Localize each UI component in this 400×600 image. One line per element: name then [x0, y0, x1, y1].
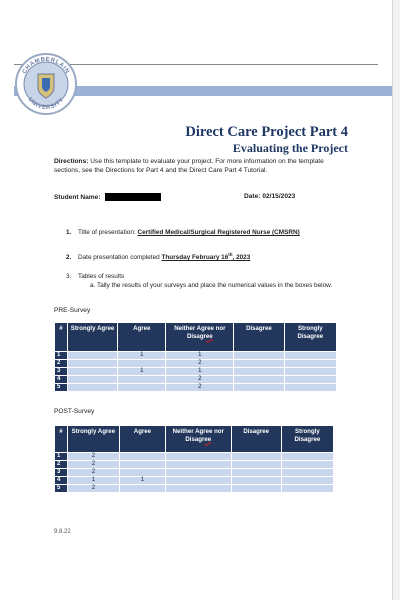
- table-row: [55, 461, 334, 469]
- table-row: [55, 360, 337, 368]
- row-number: 3: [55, 469, 68, 477]
- cell-neither: [165, 477, 231, 485]
- cell-strongly-disagree: [284, 368, 336, 376]
- row-number: 1: [55, 352, 68, 360]
- cell-strongly-disagree: [281, 461, 333, 469]
- student-name-label: Student Name:: [54, 194, 101, 201]
- completion-date-year: , 2023: [232, 254, 251, 262]
- row-number: 1: [55, 453, 68, 461]
- document-subtitle: Evaluating the Project: [232, 141, 348, 155]
- table-row: [55, 477, 334, 485]
- cell-strongly-disagree: [281, 453, 333, 461]
- table-row: [55, 352, 337, 360]
- svg-text:CHAMBERLAIN: CHAMBERLAIN: [21, 56, 71, 76]
- cell-neither: [165, 461, 231, 469]
- row-number: 3: [55, 368, 68, 376]
- col-header-agree: Agree: [118, 323, 166, 352]
- svg-text:UNIVERSITY: UNIVERSITY: [26, 96, 66, 112]
- row-number: 5: [55, 485, 68, 493]
- item-tables-of-results: [66, 273, 124, 281]
- cell-strongly-agree: [67, 376, 117, 384]
- cell-disagree: [231, 469, 281, 477]
- post-survey-table: [54, 425, 334, 493]
- item-label: Tables of results: [78, 273, 125, 280]
- cell-strongly-disagree: [284, 360, 336, 368]
- cell-strongly-agree: 2: [67, 485, 119, 493]
- completion-date-main: Thursday February 16: [161, 254, 229, 262]
- pre-survey-table: [54, 322, 337, 392]
- cell-disagree: [234, 376, 284, 384]
- table-row: [55, 469, 334, 477]
- row-number: 4: [55, 376, 68, 384]
- table-row: [55, 384, 337, 392]
- cell-neither: [165, 469, 231, 477]
- university-seal-icon: [14, 52, 78, 116]
- sub-item-tally: [90, 282, 340, 290]
- row-number: 5: [55, 384, 68, 392]
- cell-agree: 1: [119, 477, 165, 485]
- cell-agree: [119, 461, 165, 469]
- cell-agree: 1: [118, 368, 166, 376]
- cell-neither: [165, 453, 231, 461]
- item-number: 1.: [66, 229, 72, 236]
- col-header-disagree: Disagree: [231, 426, 281, 453]
- cell-strongly-disagree: [284, 376, 336, 384]
- cell-disagree: [234, 384, 284, 392]
- cell-strongly-disagree: [281, 469, 333, 477]
- cell-strongly-disagree: [284, 352, 336, 360]
- page-edge: [392, 0, 400, 600]
- col-header-number: #: [55, 323, 68, 352]
- cell-neither: 1: [166, 368, 234, 376]
- col-header-neither: [166, 323, 234, 352]
- neither-label-tail: ee: [204, 435, 212, 443]
- table-row: [55, 453, 334, 461]
- item-number: 2.: [66, 254, 72, 262]
- directions-label: Directions:: [54, 158, 89, 165]
- cell-strongly-disagree: [281, 477, 333, 485]
- completion-date-value: [161, 254, 250, 261]
- col-header-strongly-agree: Strongly Agree: [67, 323, 117, 352]
- neither-label: Neither Agree nor Disagr: [172, 428, 224, 443]
- cell-strongly-agree: [67, 352, 117, 360]
- item-title-of-presentation: [66, 229, 300, 237]
- item-label: Title of presentation:: [78, 229, 138, 236]
- table-row: [55, 485, 334, 493]
- table-header-row: [55, 426, 334, 453]
- item-date-completed: [66, 251, 250, 262]
- cell-neither: [165, 485, 231, 493]
- date-field: [244, 193, 295, 200]
- table-header-row: [55, 323, 337, 352]
- cell-agree: [119, 485, 165, 493]
- footer-version: 9.8.22: [54, 529, 71, 535]
- sub-item-letter: a.: [90, 282, 96, 289]
- directions-paragraph: [54, 158, 350, 175]
- col-header-agree: Agree: [119, 426, 165, 453]
- cell-strongly-disagree: [284, 384, 336, 392]
- cell-disagree: [231, 461, 281, 469]
- cell-disagree: [234, 352, 284, 360]
- cell-disagree: [234, 368, 284, 376]
- row-number: 4: [55, 477, 68, 485]
- col-header-strongly-disagree: Strongly Disagree: [284, 323, 336, 352]
- cell-agree: [119, 469, 165, 477]
- cell-neither: 2: [166, 376, 234, 384]
- presentation-title-value: Certified Medical/Surgical Registered Nurse (CMSRN): [137, 229, 300, 236]
- cell-strongly-agree: 2: [67, 469, 119, 477]
- cell-neither: 2: [166, 384, 234, 392]
- cell-disagree: [231, 485, 281, 493]
- post-survey-label: POST-Survey: [54, 408, 95, 415]
- cell-agree: [118, 376, 166, 384]
- neither-label: Neither Agree nor Disagr: [174, 325, 226, 340]
- neither-label-tail: ee: [205, 332, 213, 340]
- date-label: Date:: [244, 193, 261, 200]
- cell-disagree: [234, 360, 284, 368]
- directions-text: Use this template to evaluate your project. For more information on the template sections, see the Directions for Part 4 and the Direct Care Part 4 Tutorial.: [54, 158, 324, 174]
- row-number: 2: [55, 461, 68, 469]
- date-value: 02/15/2023: [262, 193, 296, 200]
- cell-neither: 2: [166, 360, 234, 368]
- table-row: [55, 376, 337, 384]
- cell-strongly-disagree: [281, 485, 333, 493]
- document-title: Direct Care Project Part 4: [185, 124, 348, 140]
- col-header-strongly-agree: Strongly Agree: [67, 426, 119, 453]
- cell-agree: 1: [118, 352, 166, 360]
- redacted-name: [105, 193, 161, 201]
- col-header-disagree: Disagree: [234, 323, 284, 352]
- col-header-number: #: [55, 426, 68, 453]
- table-row: [55, 368, 337, 376]
- cell-disagree: [231, 477, 281, 485]
- cell-neither: 1: [166, 352, 234, 360]
- pre-survey-label: PRE-Survey: [54, 307, 91, 314]
- cell-strongly-agree: 2: [67, 461, 119, 469]
- cell-agree: [118, 360, 166, 368]
- row-number: 2: [55, 360, 68, 368]
- sub-item-text: Tally the results of your surveys and place the numerical values in the boxes below.: [97, 282, 333, 289]
- item-label: Date presentation completed: [78, 254, 162, 262]
- student-name-field: [54, 193, 161, 201]
- col-header-neither: [165, 426, 231, 453]
- cell-strongly-agree: 1: [67, 477, 119, 485]
- cell-strongly-agree: [67, 384, 117, 392]
- col-header-strongly-disagree: Strongly Disagree: [281, 426, 333, 453]
- cell-agree: [119, 453, 165, 461]
- cell-strongly-agree: [67, 360, 117, 368]
- cell-disagree: [231, 453, 281, 461]
- cell-strongly-agree: [67, 368, 117, 376]
- cell-agree: [118, 384, 166, 392]
- cell-strongly-agree: 2: [67, 453, 119, 461]
- completion-date-suffix: th: [228, 252, 233, 257]
- item-number: 3.: [66, 273, 72, 280]
